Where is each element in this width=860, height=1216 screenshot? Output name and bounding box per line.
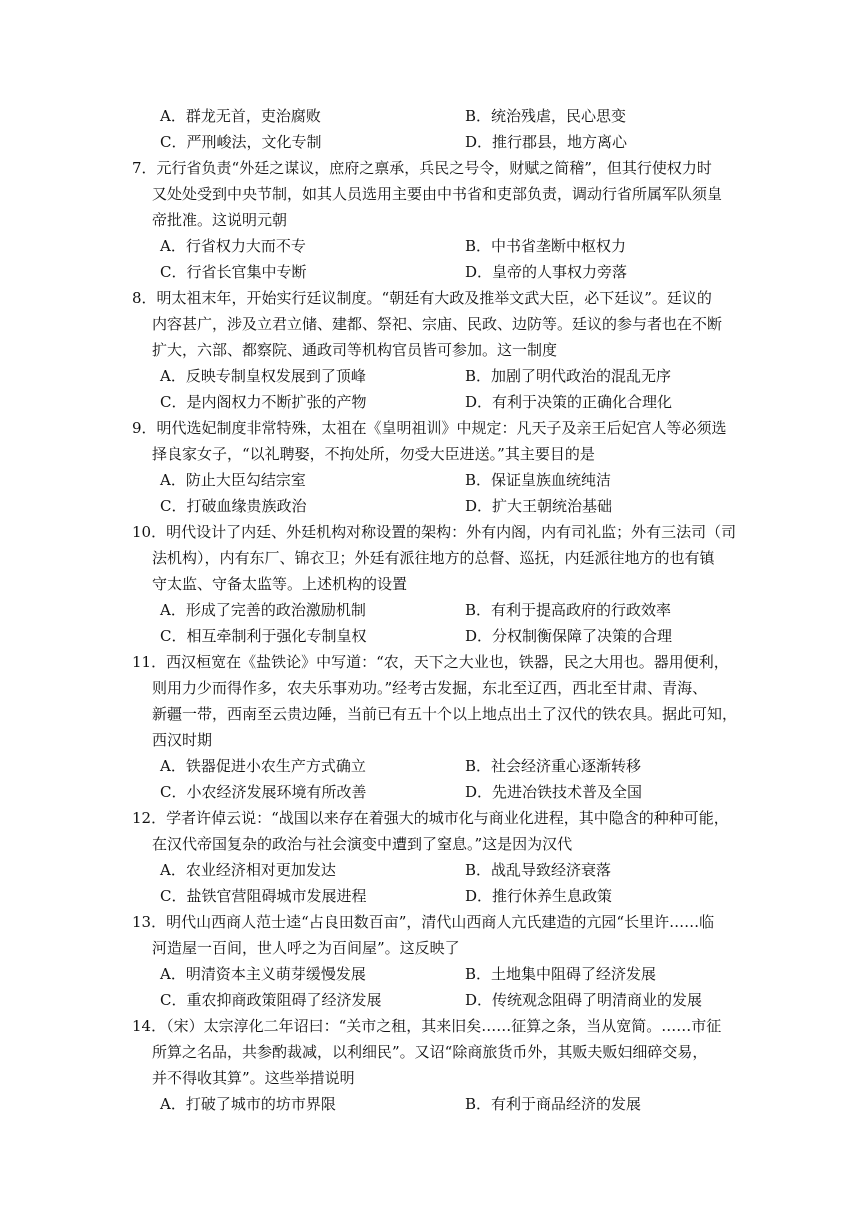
q13-option-c: C．重农抑商政策阻碍了经济发展 <box>160 991 382 1009</box>
q13-stem-line-2: 河造屋一百间，世人呼之为百间屋”。这反映了 <box>152 939 460 957</box>
q14-stem-line-3: 并不得收其算”。这些举措说明 <box>152 1069 355 1087</box>
q12-stem-line-2: 在汉代帝国复杂的政治与社会演变中遭到了窒息。”这是因为汉代 <box>152 835 573 853</box>
q11-option-a: A．铁器促进小农生产方式确立 <box>160 757 366 775</box>
q8-option-d: D．有利于决策的正确化合理化 <box>465 393 673 411</box>
q12-option-c: C．盐铁官营阻碍城市发展进程 <box>160 887 367 905</box>
q14-stem-line-2: 所算之名品，共参酌裁减，以利细民”。又诏“除商旅货币外，其贩夫贩妇细碎交易， <box>152 1043 708 1061</box>
q12-stem-line-1: 12．学者许倬云说：“战国以来存在着强大的城市化与商业化进程，其中隐含的种种可能， <box>132 809 729 827</box>
q9-option-a: A．防止大臣勾结宗室 <box>160 471 306 489</box>
q14-stem-line-1: 14．（宋）太宗淳化二年诏曰：“关市之租，其来旧矣……征算之条，当从宽简。……市征 <box>132 1017 722 1035</box>
q8-stem-line-2: 内容甚广，涉及立君立储、建都、祭祀、宗庙、民政、边防等。廷议的参与者也在不断 <box>152 315 723 333</box>
q7-option-d: D．皇帝的人事权力旁落 <box>465 263 628 281</box>
q11-stem-line-3: 新疆一带，西南至云贵边陲，当前已有五十个以上地点出土了汉代的铁农具。据此可知， <box>152 705 738 723</box>
q10-stem-line-1: 10．明代设计了内廷、外廷机构对称设置的架构：外有内阁，内有司礼监；外有三法司（司 <box>132 523 737 541</box>
q8-stem-line-3: 扩大，六部、都察院、通政司等机构官员皆可参加。这一制度 <box>152 341 558 359</box>
q7-option-a: A．行省权力大而不专 <box>160 237 306 255</box>
q7-option-b: B．中书省垄断中枢权力 <box>465 237 627 255</box>
q12-option-b: B．战乱导致经济衰落 <box>465 861 612 879</box>
q9-option-c: C．打破血缘贵族政治 <box>160 497 307 515</box>
q13-stem-line-1: 13．明代山西商人范士逵“占良田数百亩”，清代山西商人亢氏建造的亢园“长里许……临 <box>132 913 715 931</box>
q6-option-a: A．群龙无首，吏治腐败 <box>160 107 321 125</box>
q10-option-a: A．形成了完善的政治激励机制 <box>160 601 366 619</box>
q10-stem-line-2: 法机构），内有东厂、锦衣卫；外廷有派往地方的总督、巡抚，内廷派往地方的也有镇 <box>152 549 715 567</box>
q10-stem-line-3: 守太监、守备太监等。上述机构的设置 <box>152 575 408 593</box>
q12-option-d: D．推行休养生息政策 <box>465 887 613 905</box>
q6-option-c: C．严刑峻法，文化专制 <box>160 133 322 151</box>
q9-stem-line-1: 9．明代选妃制度非常特殊，太祖在《皇明祖训》中规定：凡天子及亲王后妃宫人等必须选 <box>132 419 727 437</box>
q6-option-d: D．推行郡县，地方离心 <box>465 133 628 151</box>
q10-option-d: D．分权制衡保障了决策的合理 <box>465 627 673 645</box>
q7-stem-line-3: 帝批准。这说明元朝 <box>152 211 288 229</box>
q9-stem-line-2: 择良家女子，“以礼聘娶，不拘处所，勿受大臣进送。”其主要目的是 <box>152 445 595 463</box>
q14-option-b: B．有利于商品经济的发展 <box>465 1095 642 1113</box>
q7-stem-line-1: 7．元行省负责“外廷之谋议，庶府之禀承，兵民之号令，财赋之简稽”，但其行使权力时 <box>132 159 712 177</box>
q8-option-c: C．是内阁权力不断扩张的产物 <box>160 393 367 411</box>
q9-option-b: B．保证皇族血统纯洁 <box>465 471 612 489</box>
q11-option-b: B．社会经济重心逐渐转移 <box>465 757 642 775</box>
q7-option-c: C．行省长官集中专断 <box>160 263 307 281</box>
q10-option-b: B．有利于提高政府的行政效率 <box>465 601 672 619</box>
q11-stem-line-1: 11．西汉桓宽在《盐铁论》中写道：“农，天下之大业也，铁器，民之大用也。器用便利， <box>132 653 729 671</box>
q10-option-c: C．相互牵制利于强化专制皇权 <box>160 627 367 645</box>
q13-option-a: A．明清资本主义萌芽缓慢发展 <box>160 965 366 983</box>
q13-option-d: D．传统观念阻碍了明清商业的发展 <box>465 991 703 1009</box>
q11-stem-line-2: 则用力少而得作多，农夫乐事劝功。”经考古发掘，东北至辽西，西北至甘肃、青海、 <box>152 679 708 697</box>
q13-option-b: B．土地集中阻碍了经济发展 <box>465 965 657 983</box>
q9-option-d: D．扩大王朝统治基础 <box>465 497 613 515</box>
q6-option-b: B．统治残虐，民心思变 <box>465 107 627 125</box>
q8-option-a: A．反映专制皇权发展到了顶峰 <box>160 367 366 385</box>
q11-stem-line-4: 西汉时期 <box>152 731 213 749</box>
q7-stem-line-2: 又处处受到中央节制，如其人员选用主要由中书省和吏部负责，调动行省所属军队须皇 <box>152 185 723 203</box>
q11-option-d: D．先进冶铁技术普及全国 <box>465 783 643 801</box>
q8-stem-line-1: 8．明太祖末年，开始实行廷议制度。“朝廷有大政及推举文武大臣，必下廷议”。廷议的 <box>132 289 712 307</box>
q14-option-a: A．打破了城市的坊市界限 <box>160 1095 336 1113</box>
q8-option-b: B．加剧了明代政治的混乱无序 <box>465 367 672 385</box>
q12-option-a: A．农业经济相对更加发达 <box>160 861 336 879</box>
q11-option-c: C．小农经济发展环境有所改善 <box>160 783 367 801</box>
